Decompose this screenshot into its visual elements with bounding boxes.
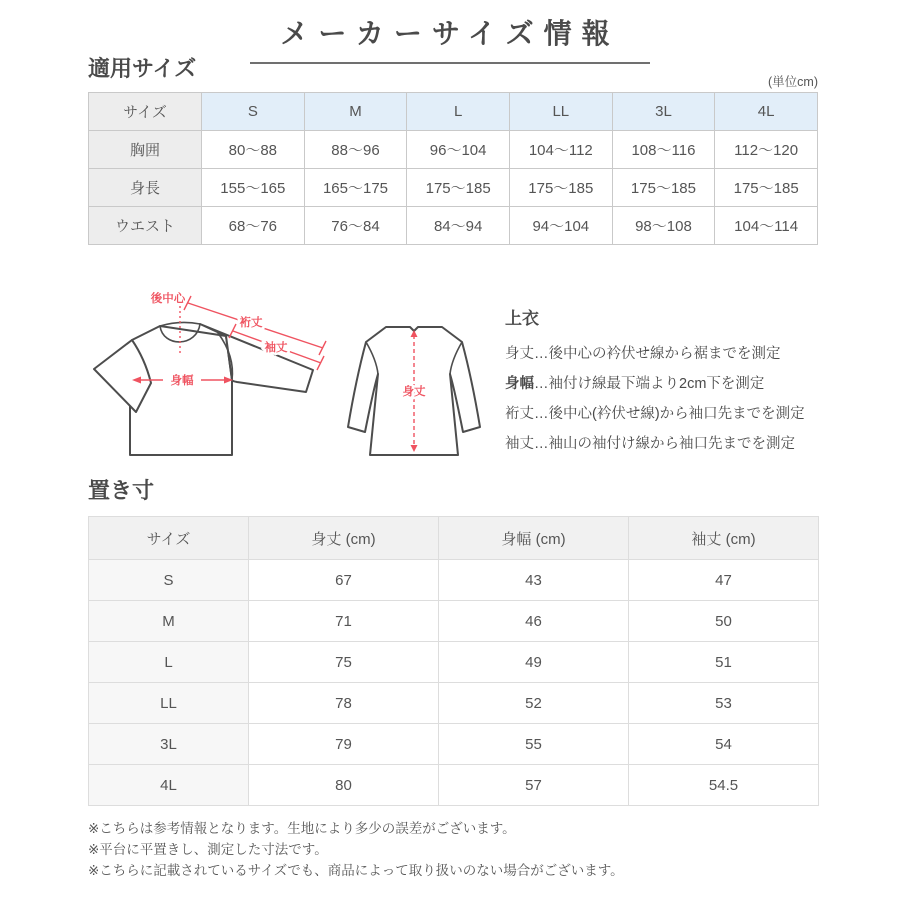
size-row-label: 4L: [89, 765, 249, 806]
measurement-definition: [505, 429, 835, 459]
measurement-cell: 67: [249, 560, 439, 601]
size-column-header: 4L: [715, 93, 818, 131]
table-row: [89, 765, 819, 806]
measurement-diagram-section: [85, 276, 815, 476]
back-center-label: 後中心: [150, 293, 186, 305]
table-row: [89, 642, 819, 683]
flat-measure-table: [88, 516, 819, 806]
size-range-cell: 104〜112: [509, 131, 612, 169]
size-range-cell: 175〜185: [612, 169, 715, 207]
size-range-cell: 84〜94: [407, 207, 510, 245]
measurement-cell: 79: [249, 724, 439, 765]
size-column-header: LL: [509, 93, 612, 131]
measurement-cell: 51: [629, 642, 819, 683]
size-range-cell: 88〜96: [304, 131, 407, 169]
measurement-cell: 75: [249, 642, 439, 683]
flat-column-header: 袖丈 (cm): [629, 517, 819, 560]
size-row-label: S: [89, 560, 249, 601]
body-length-label: 身丈: [402, 386, 426, 398]
size-range-cell: 108〜116: [612, 131, 715, 169]
size-range-cell: 175〜185: [715, 169, 818, 207]
measurement-cell: 57: [439, 765, 629, 806]
flat-measure-table-header-row: [89, 517, 819, 560]
upper-garment-notes: [505, 304, 835, 459]
shirt-back-diagram: [340, 284, 490, 476]
applicable-size-table: [88, 92, 818, 245]
measurement-cell: 71: [249, 601, 439, 642]
size-range-cell: 80〜88: [202, 131, 305, 169]
footnote-line: ※こちらは参考情報となります。生地により多少の誤差がございます。: [88, 821, 516, 836]
page-title: メーカーサイズ情報: [250, 6, 649, 64]
unit-note: (単位cm): [768, 75, 818, 89]
row-label: 身長: [89, 169, 202, 207]
measurement-cell: 52: [439, 683, 629, 724]
applicable-size-table-header-row: [89, 93, 818, 131]
sleeve-tick-end: [317, 356, 324, 370]
measurement-cell: 50: [629, 601, 819, 642]
table-row: [89, 131, 818, 169]
table-row: [89, 683, 819, 724]
upper-garment-heading: 上衣: [505, 309, 539, 328]
measurement-cell: 54.5: [629, 765, 819, 806]
flat-column-header: 身丈 (cm): [249, 517, 439, 560]
shirt-front-diagram: [85, 284, 335, 476]
body-width-label: 身幅: [170, 375, 194, 387]
measurement-cell: 46: [439, 601, 629, 642]
size-range-cell: 94〜104: [509, 207, 612, 245]
applicable-size-header: [88, 52, 818, 89]
table-row: [89, 169, 818, 207]
flat-column-header: 身幅 (cm): [439, 517, 629, 560]
definition-description: …袖付け線最下端より2cm下を測定: [534, 376, 765, 392]
table-row: [89, 207, 818, 245]
definition-description: …袖山の袖付け線から袖口先までを測定: [534, 436, 795, 452]
definition-term: 裄丈: [505, 406, 534, 422]
row-label: 胸囲: [89, 131, 202, 169]
measurement-cell: 55: [439, 724, 629, 765]
size-row-label: LL: [89, 683, 249, 724]
size-range-cell: 112〜120: [715, 131, 818, 169]
size-range-cell: 104〜114: [715, 207, 818, 245]
measurement-definitions-list: [505, 339, 835, 459]
applicable-size-heading: 適用サイズ: [88, 56, 197, 81]
definition-description: …後中心(衿伏せ線)から袖口先までを測定: [534, 406, 805, 422]
definition-term: 身丈: [505, 346, 534, 362]
measurement-definition: [505, 339, 835, 369]
size-column-header: 3L: [612, 93, 715, 131]
size-column-header: L: [407, 93, 510, 131]
size-row-label: L: [89, 642, 249, 683]
table-row: [89, 601, 819, 642]
size-range-cell: 175〜185: [509, 169, 612, 207]
measurement-cell: 53: [629, 683, 819, 724]
definition-term: 袖丈: [505, 436, 534, 452]
table-row: [89, 560, 819, 601]
table-row: [89, 724, 819, 765]
corner-label: サイズ: [89, 93, 202, 131]
size-range-cell: 98〜108: [612, 207, 715, 245]
size-range-cell: 155〜165: [202, 169, 305, 207]
size-range-cell: 96〜104: [407, 131, 510, 169]
flat-column-header: サイズ: [89, 517, 249, 560]
measurement-cell: 49: [439, 642, 629, 683]
flat-measure-heading: 置き寸: [88, 478, 155, 503]
size-range-cell: 68〜76: [202, 207, 305, 245]
measurement-cell: 78: [249, 683, 439, 724]
size-column-header: M: [304, 93, 407, 131]
measurement-cell: 54: [629, 724, 819, 765]
footnote-line: ※平台に平置きし、測定した寸法です。: [88, 842, 328, 857]
measurement-cell: 43: [439, 560, 629, 601]
definition-description: …後中心の衿伏せ線から裾までを測定: [534, 346, 781, 362]
measurement-definition: [505, 369, 835, 399]
size-row-label: 3L: [89, 724, 249, 765]
size-column-header: S: [202, 93, 305, 131]
size-range-cell: 76〜84: [304, 207, 407, 245]
sleeve-length-label: 袖丈: [264, 342, 288, 354]
footnote-line: ※こちらに記載されているサイズでも、商品によって取り扱いのない場合がございます。: [88, 863, 624, 878]
size-row-label: M: [89, 601, 249, 642]
definition-term: 身幅: [505, 376, 534, 392]
measurement-cell: 47: [629, 560, 819, 601]
size-range-cell: 175〜185: [407, 169, 510, 207]
yuki-length-label: 裄丈: [239, 317, 263, 329]
yuki-tick-end: [319, 341, 326, 355]
measurement-cell: 80: [249, 765, 439, 806]
size-range-cell: 165〜175: [304, 169, 407, 207]
measurement-definition: [505, 399, 835, 429]
footnotes: [88, 818, 624, 881]
row-label: ウエスト: [89, 207, 202, 245]
